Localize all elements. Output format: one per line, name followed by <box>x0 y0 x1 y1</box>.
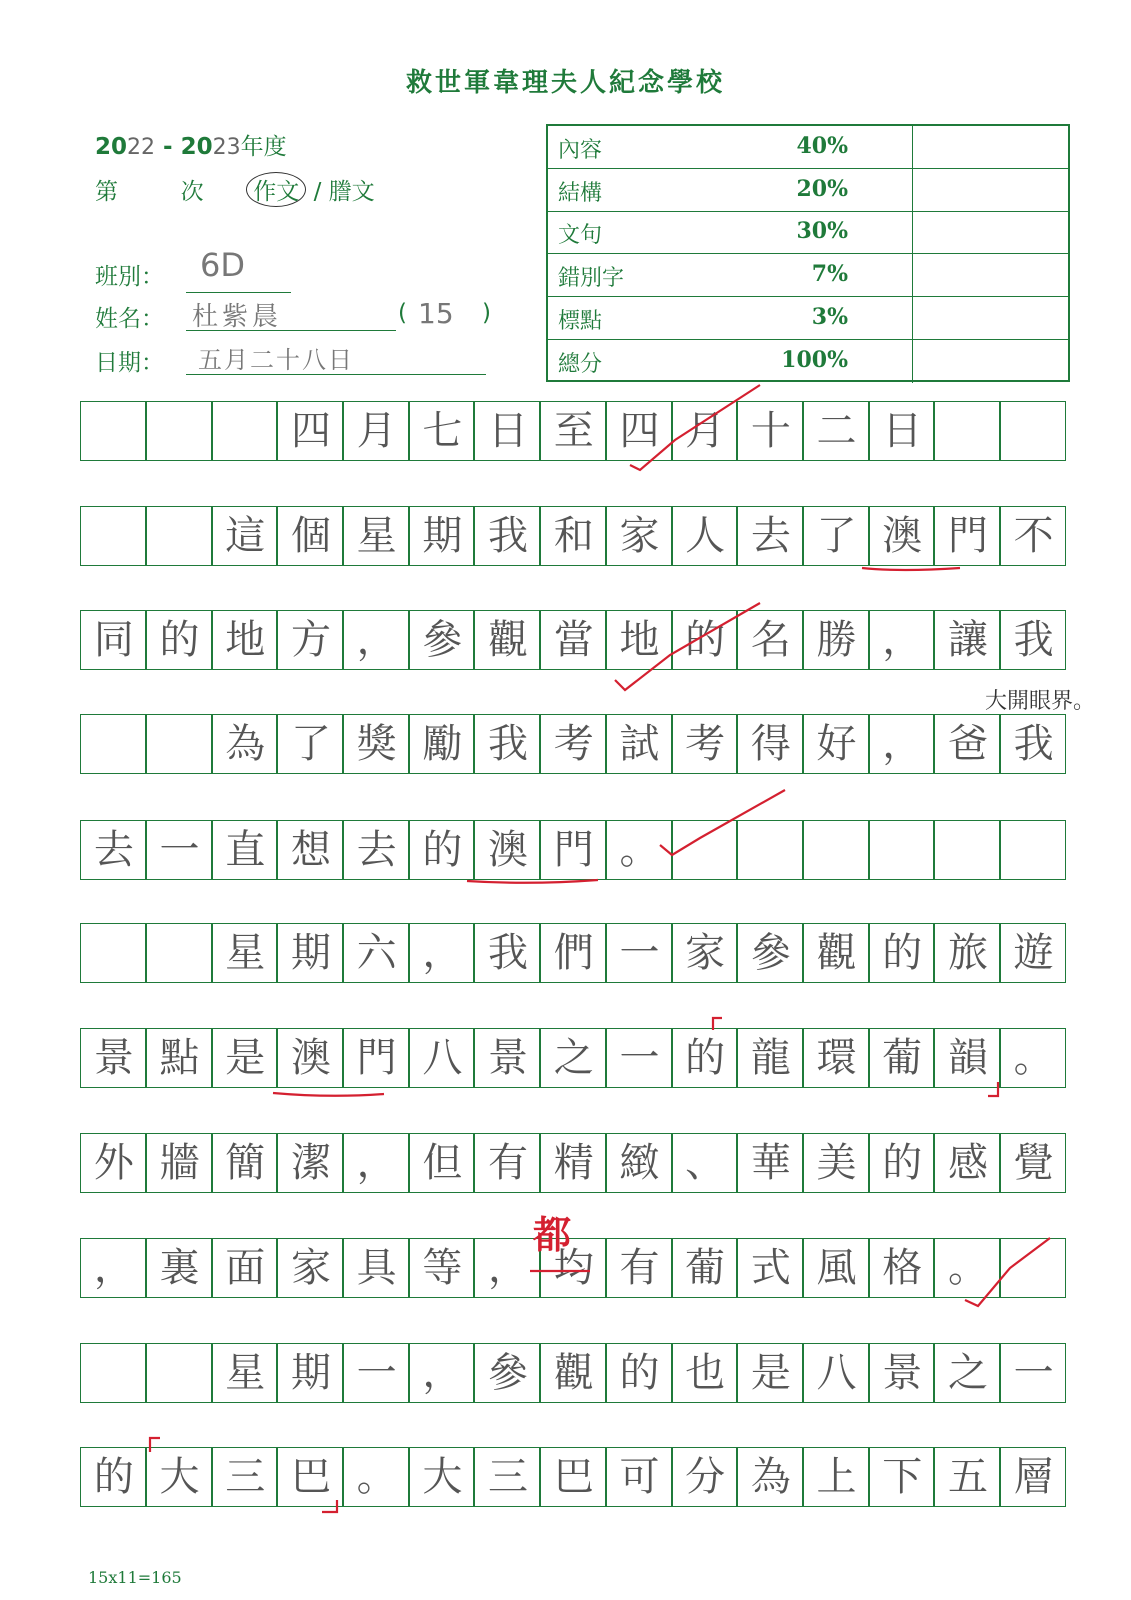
handwritten-char: 覺 <box>1013 1140 1054 1186</box>
handwritten-char: 去 <box>356 827 397 873</box>
date-label: 日期： <box>95 350 164 376</box>
handwritten-char: 之 <box>553 1035 594 1081</box>
handwritten-char: 華 <box>750 1140 791 1186</box>
handwritten-char: 牆 <box>159 1140 200 1186</box>
handwritten-char: 考 <box>685 721 726 767</box>
score-row <box>548 340 1068 383</box>
score-weight: 20% <box>796 175 848 202</box>
grid-row <box>81 1028 1067 1088</box>
handwritten-char: 星 <box>356 513 397 559</box>
handwritten-char: 澳 <box>488 827 529 873</box>
handwritten-char <box>147 714 213 774</box>
handwritten-char: 好 <box>816 721 857 767</box>
handwritten-char: 的 <box>619 1350 660 1396</box>
grid-row <box>81 820 1067 880</box>
score-criterion-label: 標點 <box>558 308 603 334</box>
score-entry-box <box>914 169 1068 211</box>
score-entry-box <box>914 340 1068 383</box>
handwritten-char: 層 <box>1013 1454 1054 1500</box>
handwritten-char <box>869 820 935 880</box>
school-title: 救世軍韋理夫人紀念學校 <box>405 68 725 98</box>
handwritten-char: ， <box>356 1140 397 1186</box>
score-divider <box>912 126 913 168</box>
name-underline <box>186 330 396 331</box>
handwritten-char: 日 <box>488 408 529 454</box>
date-underline <box>186 374 486 375</box>
underline-macau-1 <box>862 568 960 570</box>
score-divider <box>912 297 913 339</box>
handwritten-char: 均 <box>553 1245 594 1291</box>
handwritten-char: 點 <box>159 1035 200 1081</box>
handwritten-char: 的 <box>685 617 726 663</box>
score-criterion-label: 文句 <box>558 223 603 249</box>
handwritten-char: 月 <box>356 408 397 454</box>
handwritten-char: 風 <box>816 1245 857 1291</box>
handwritten-char: 星 <box>225 1350 266 1396</box>
score-weight: 30% <box>796 218 848 245</box>
handwritten-char <box>1001 820 1067 880</box>
handwritten-char: ， <box>488 1245 529 1291</box>
handwritten-char: 簡 <box>225 1140 266 1186</box>
score-row <box>548 211 1068 254</box>
grid-row <box>81 923 1067 983</box>
handwritten-char: 期 <box>422 513 463 559</box>
handwritten-char: 了 <box>816 513 857 559</box>
handwritten-char: 有 <box>488 1140 529 1186</box>
handwritten-char <box>804 820 870 880</box>
score-entry-box <box>914 254 1068 296</box>
handwritten-char: 觀 <box>553 1350 594 1396</box>
year-prefix-start: 20 <box>95 134 128 160</box>
handwritten-char: 有 <box>619 1245 660 1291</box>
score-divider <box>912 211 913 253</box>
handwritten-char: 觀 <box>488 617 529 663</box>
handwritten-char: 為 <box>750 1454 791 1500</box>
name-label: 姓名： <box>95 306 164 332</box>
year-prefix-end: 20 <box>180 134 213 160</box>
class-label: 班別： <box>95 264 164 290</box>
term-line <box>95 172 375 207</box>
handwritten-char: 等 <box>422 1245 463 1291</box>
score-weight: 7% <box>811 261 848 288</box>
score-criterion-label: 總分 <box>558 351 603 377</box>
handwritten-char <box>147 401 213 461</box>
handwritten-char: 我 <box>488 930 529 976</box>
handwritten-char: 遊 <box>1013 930 1054 976</box>
handwritten-char <box>935 401 1001 461</box>
handwritten-char: 直 <box>225 827 266 873</box>
class-underline <box>186 292 291 293</box>
handwritten-char <box>147 1343 213 1403</box>
handwritten-char <box>81 714 147 774</box>
handwritten-char: ， <box>882 721 923 767</box>
handwritten-char: 的 <box>159 617 200 663</box>
handwritten-char: 一 <box>159 827 200 873</box>
handwritten-char: 也 <box>685 1350 726 1396</box>
handwritten-char: 具 <box>356 1245 397 1291</box>
handwritten-char: 我 <box>1013 617 1054 663</box>
handwritten-char <box>147 923 213 983</box>
handwritten-char: 分 <box>685 1454 726 1500</box>
year-handwritten-end: 23 <box>212 135 241 160</box>
handwritten-char: 景 <box>488 1035 529 1081</box>
handwritten-char: 巴 <box>290 1454 331 1500</box>
handwritten-char: 期 <box>290 930 331 976</box>
handwritten-char: ， <box>882 617 923 663</box>
score-divider <box>912 169 913 211</box>
score-criterion-label: 結構 <box>558 180 603 206</box>
class-value: 6D <box>200 246 245 284</box>
handwritten-char: 之 <box>947 1350 988 1396</box>
handwritten-char: 參 <box>488 1350 529 1396</box>
handwritten-char: 六 <box>356 930 397 976</box>
class-number-open: ( <box>398 300 407 326</box>
handwritten-char: 旅 <box>947 930 988 976</box>
class-number-close: ) <box>482 300 491 326</box>
handwritten-char <box>81 1343 147 1403</box>
handwritten-char <box>81 401 147 461</box>
handwritten-char: 澳 <box>882 513 923 559</box>
handwritten-char: 門 <box>947 513 988 559</box>
handwritten-char: 地 <box>619 617 660 663</box>
handwritten-char: 十 <box>750 408 791 454</box>
score-divider <box>912 340 913 383</box>
handwritten-char: 外 <box>93 1140 134 1186</box>
handwritten-char: 期 <box>290 1350 331 1396</box>
handwritten-char: 三 <box>488 1454 529 1500</box>
handwritten-char <box>935 820 1001 880</box>
handwritten-char: 四 <box>290 408 331 454</box>
handwritten-char: 去 <box>750 513 791 559</box>
score-criterion-label: 錯別字 <box>558 266 625 292</box>
handwritten-char: 地 <box>225 617 266 663</box>
handwritten-char: 考 <box>553 721 594 767</box>
handwritten-char: 當 <box>553 617 594 663</box>
handwritten-char: ， <box>422 1350 463 1396</box>
term-label-2: 次 <box>180 179 204 205</box>
handwritten-char: 門 <box>553 827 594 873</box>
handwritten-char: 大 <box>159 1454 200 1500</box>
handwritten-char: 、 <box>685 1140 726 1186</box>
inserted-correction-word: 都 <box>533 1213 572 1257</box>
score-row <box>548 169 1068 212</box>
handwritten-char: 星 <box>225 930 266 976</box>
score-row <box>548 126 1068 169</box>
handwritten-char: 去 <box>93 827 134 873</box>
handwritten-char: ， <box>356 617 397 663</box>
handwritten-char: 讓 <box>947 617 988 663</box>
handwritten-char: 我 <box>488 721 529 767</box>
handwritten-char: 龍 <box>750 1035 791 1081</box>
handwritten-char <box>672 820 738 880</box>
score-weight: 3% <box>811 303 848 330</box>
handwritten-char: 景 <box>882 1350 923 1396</box>
handwritten-char: ， <box>422 930 463 976</box>
handwritten-char: 家 <box>685 930 726 976</box>
handwritten-char: 是 <box>225 1035 266 1081</box>
score-row <box>548 297 1068 340</box>
handwritten-char: 上 <box>816 1454 857 1500</box>
score-divider <box>912 254 913 296</box>
score-criterion-label: 內容 <box>558 138 603 163</box>
handwritten-char: 的 <box>685 1035 726 1081</box>
handwritten-char: 方 <box>290 617 331 663</box>
handwritten-char: 式 <box>750 1245 791 1291</box>
handwritten-char: 這 <box>225 513 266 559</box>
name-value: 杜紫晨 <box>192 302 283 332</box>
handwritten-char: 美 <box>816 1140 857 1186</box>
grid-row <box>81 401 1067 461</box>
margin-note: 大開眼界。 <box>985 689 1096 714</box>
handwritten-char: 下 <box>882 1454 923 1500</box>
handwritten-char: 一 <box>619 1035 660 1081</box>
handwritten-char: 為 <box>225 721 266 767</box>
handwritten-char: 參 <box>750 930 791 976</box>
handwritten-char: 七 <box>422 408 463 454</box>
handwritten-char: 我 <box>488 513 529 559</box>
handwritten-char: 家 <box>619 513 660 559</box>
handwritten-char: 想 <box>290 827 331 873</box>
handwritten-char: 同 <box>93 617 134 663</box>
copy-type: 謄文 <box>328 179 375 205</box>
year-handwritten-start: 22 <box>127 135 156 160</box>
handwritten-char: 大 <box>422 1454 463 1500</box>
handwritten-char: 。 <box>356 1454 397 1500</box>
year-suffix: 年度 <box>240 134 287 160</box>
handwritten-char: 韻 <box>947 1035 988 1081</box>
handwritten-char: 。 <box>619 827 660 873</box>
handwritten-char: 格 <box>882 1245 923 1291</box>
handwritten-char <box>1001 1238 1067 1298</box>
score-entry-box <box>914 297 1068 339</box>
grid-row <box>81 610 1067 670</box>
score-table <box>546 124 1070 382</box>
handwritten-char: 爸 <box>947 721 988 767</box>
handwritten-char: 月 <box>685 408 726 454</box>
grid-row <box>81 1238 1067 1298</box>
handwritten-char: 一 <box>619 930 660 976</box>
handwritten-char: 一 <box>356 1350 397 1396</box>
handwritten-char: 。 <box>947 1245 988 1291</box>
grid-row <box>81 506 1067 566</box>
grid-row <box>81 1447 1067 1507</box>
handwritten-char: 巴 <box>553 1454 594 1500</box>
handwritten-char: 三 <box>225 1454 266 1500</box>
handwritten-char: 門 <box>356 1035 397 1081</box>
handwritten-char: 二 <box>816 408 857 454</box>
handwritten-char: 和 <box>553 513 594 559</box>
score-weight: 40% <box>796 133 848 159</box>
score-entry-box <box>914 126 1068 168</box>
handwritten-char: 勝 <box>816 617 857 663</box>
handwritten-char: 個 <box>290 513 331 559</box>
handwritten-char: 葡 <box>882 1035 923 1081</box>
handwritten-char: 葡 <box>685 1245 726 1291</box>
score-weight: 100% <box>781 346 848 373</box>
handwritten-char: 了 <box>290 721 331 767</box>
handwritten-char: ， <box>93 1245 134 1291</box>
handwritten-char: 八 <box>422 1035 463 1081</box>
handwritten-char: 景 <box>93 1035 134 1081</box>
handwritten-char: 裏 <box>159 1245 200 1291</box>
handwritten-char: 緻 <box>619 1140 660 1186</box>
handwritten-char: 但 <box>422 1140 463 1186</box>
handwritten-char: 參 <box>422 617 463 663</box>
handwritten-char: 的 <box>882 1140 923 1186</box>
handwritten-char: 八 <box>816 1350 857 1396</box>
handwritten-char: 的 <box>422 827 463 873</box>
handwritten-char: 環 <box>816 1035 857 1081</box>
handwritten-char: 面 <box>225 1245 266 1291</box>
term-label: 第 <box>95 179 118 205</box>
handwritten-char: 人 <box>685 513 726 559</box>
handwritten-char: 名 <box>750 617 791 663</box>
handwritten-char: 家 <box>290 1245 331 1291</box>
handwritten-char: 可 <box>619 1454 660 1500</box>
handwritten-char: 四 <box>619 408 660 454</box>
handwritten-char: 五 <box>947 1454 988 1500</box>
handwritten-char: 精 <box>553 1140 594 1186</box>
class-number-value: 15 <box>418 297 454 330</box>
handwritten-char: 我 <box>1013 721 1054 767</box>
handwritten-char: 的 <box>882 930 923 976</box>
handwritten-char: 不 <box>1013 513 1054 559</box>
score-row <box>548 254 1068 297</box>
handwritten-char: 是 <box>750 1350 791 1396</box>
handwritten-char: 一 <box>1013 1350 1054 1396</box>
handwritten-char: 澳 <box>290 1035 331 1081</box>
date-value: 五月二十八日 <box>198 346 354 374</box>
handwritten-char <box>81 923 147 983</box>
handwritten-char <box>738 820 804 880</box>
handwritten-char: 觀 <box>816 930 857 976</box>
year-line <box>95 128 287 161</box>
handwritten-char: 獎 <box>356 721 397 767</box>
type-slash: / <box>313 179 322 205</box>
handwritten-char: 日 <box>882 408 923 454</box>
handwritten-char: 試 <box>619 721 660 767</box>
handwritten-char <box>81 506 147 566</box>
handwritten-char: 感 <box>947 1140 988 1186</box>
handwritten-char: 得 <box>750 721 791 767</box>
handwritten-char: 的 <box>93 1454 134 1500</box>
handwritten-char <box>1001 401 1067 461</box>
grid-row <box>81 1343 1067 1403</box>
grid-size-note: 15x11=165 <box>88 1568 182 1587</box>
grid-row <box>81 714 1067 774</box>
handwritten-char <box>212 401 278 461</box>
handwritten-char: 勵 <box>422 721 463 767</box>
score-entry-box <box>914 211 1068 253</box>
handwritten-char: 至 <box>553 408 594 454</box>
year-dash: - <box>163 134 173 160</box>
grid-row <box>81 1133 1067 1193</box>
underline-macau-2 <box>467 880 598 883</box>
handwritten-char: 們 <box>553 930 594 976</box>
handwritten-char: 。 <box>1013 1035 1054 1081</box>
handwritten-char <box>147 506 213 566</box>
handwritten-char: 潔 <box>290 1140 331 1186</box>
underline-macau-3 <box>273 1093 384 1096</box>
composition-type-circled: 作文 <box>246 172 306 207</box>
